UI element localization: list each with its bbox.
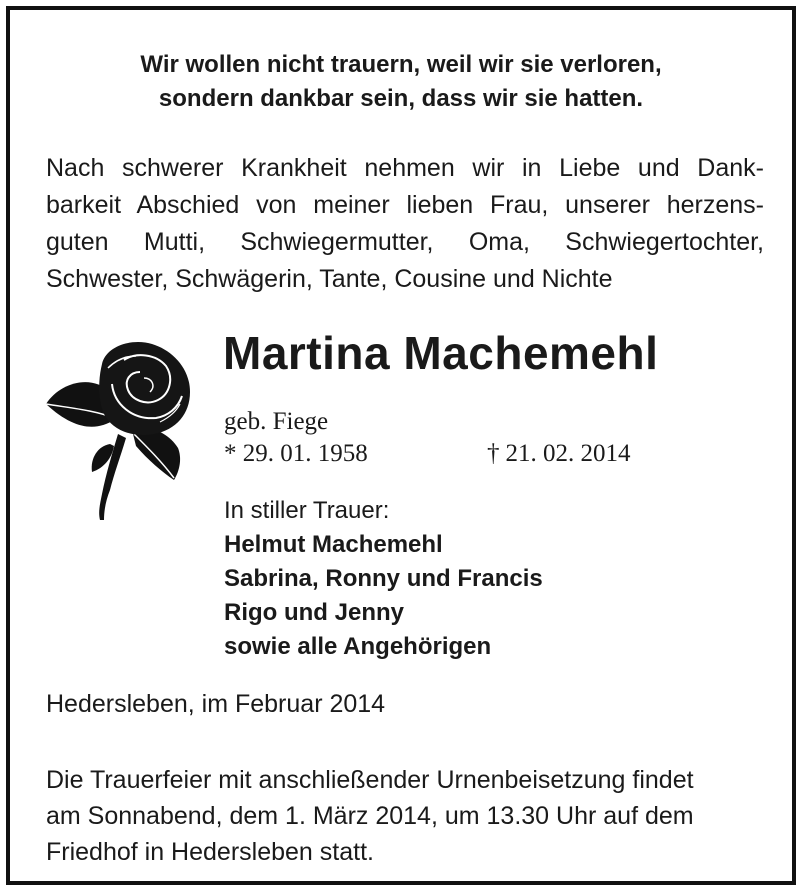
funeral-line-1: Die Trauerfeier mit anschließender Urnenbeisetzung findet — [46, 766, 694, 794]
intro-line-1: Nach schwerer Krankheit nehmen wir in Liebe und Dank- — [46, 154, 764, 182]
life-dates — [224, 440, 694, 474]
intro-line-3: guten Mutti, Schwiegermutter, Oma, Schwiegertochter, — [46, 228, 764, 256]
mourner-3: Rigo und Jenny — [224, 599, 404, 626]
place-date: Hedersleben, im Februar 2014 — [46, 690, 386, 718]
birth-date: * 29. 01. 1958 — [224, 440, 368, 467]
funeral-line-2: am Sonnabend, dem 1. März 2014, um 13.30 Uhr auf dem — [46, 802, 694, 830]
rose-icon — [40, 334, 210, 524]
obituary-frame — [6, 6, 796, 885]
mourner-1: Helmut Machemehl — [224, 531, 443, 558]
death-date-group — [487, 440, 631, 468]
funeral-line-3: Friedhof in Hedersleben statt. — [46, 838, 374, 866]
intro-line-2: barkeit Abschied von meiner lieben Frau, unserer herzens- — [46, 191, 764, 219]
mourners — [224, 494, 543, 664]
intro-line-4: Schwester, Schwägerin, Tante, Cousine und Nichte — [46, 265, 613, 293]
motto — [10, 48, 792, 116]
motto-line-1: Wir wollen nicht trauern, weil wir sie verloren, — [140, 51, 662, 78]
mourner-4: sowie alle Angehörigen — [224, 633, 492, 660]
death-date: 21. 02. 2014 — [505, 440, 631, 467]
intro-text — [46, 150, 764, 298]
motto-line-2: sondern dankbar sein, dass wir sie hatten. — [158, 85, 644, 112]
birth-name: geb. Fiege — [224, 408, 329, 435]
mourners-heading: In stiller Trauer: — [224, 497, 390, 524]
funeral-info — [46, 762, 764, 870]
deceased-name: Martina Machemehl — [223, 327, 659, 379]
mourner-2: Sabrina, Ronny und Francis — [224, 565, 543, 592]
cross-icon: † — [487, 440, 500, 467]
